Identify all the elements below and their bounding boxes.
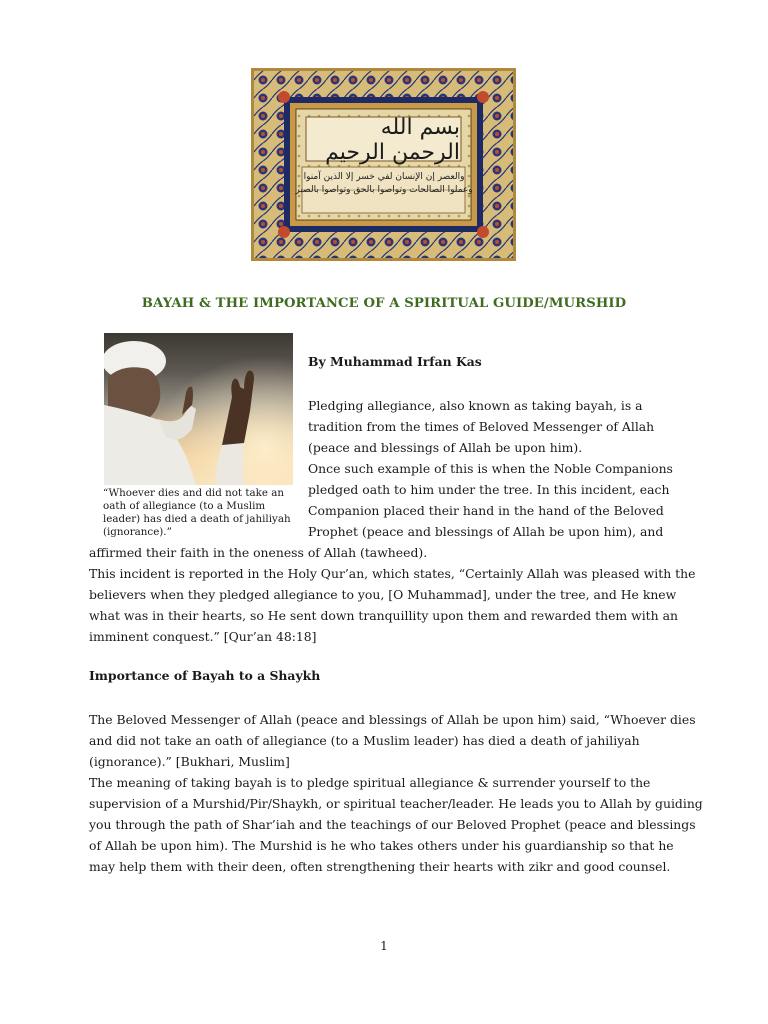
body-continuation [89, 542, 703, 647]
section-heading: Importance of Bayah to a Shaykh [89, 668, 321, 683]
author-byline: By Muhammad Irfan Kas [308, 354, 482, 369]
intro-paragraph: Pledging allegiance, also known as taking bayah, is a tradition from the times of Beloved Messenger of Allah (peace and blessings of Allah be upon him). [308, 398, 655, 455]
hadith-paragraph: The Beloved Messenger of Allah (peace and blessings of Allah be upon him) said, “Whoever dies and did not take an oath of allegiance (to a Muslim leader) has died a death of jahiliyah (ignorance).” [Bukhari, Muslim] [89, 712, 696, 769]
section-body [89, 709, 703, 877]
intro-column [308, 395, 698, 542]
document-title: BAYAH & THE IMPORTANCE OF A SPIRITUAL GUIDE/MURSHID [141, 296, 627, 311]
page-number: 1 [380, 939, 388, 953]
prayer-photo [104, 333, 293, 485]
photo-caption: “Whoever dies and did not take an oath of allegiance (to a Muslim leader) has died a death of jahiliyah (ignorance).” [103, 487, 291, 538]
tawheed-line: affirmed their faith in the oneness of Allah (tawheed). [89, 545, 428, 560]
companions-paragraph: Once such example of this is when the Noble Companions pledged oath to him under the tree. In this incident, each Companion placed their hand in the hand of the Beloved Prophet (peace and blessings of Allah be upon him), and [308, 461, 673, 539]
quran-paragraph: This incident is reported in the Holy Qur’an, which states, “Certainly Allah was pleased with the believers when they pledged allegiance to you, [O Muhammad], under the tree, and He knew what was in their hearts, so He sent down tranquillity upon them and rewarded them with an imminent conquest.” [Qur’an 48:18] [89, 566, 696, 644]
praying-man-silhouette [104, 333, 293, 485]
calligraphy-sub-text: والعصر إن الإنسان لفي خسر إلا الذين آمنوا وعملوا الصالحات وتواصوا بالحق وتواصوا بالصبر [295, 172, 473, 195]
calligraphy-main-text: بسم الله الرحمن الرحيم [325, 115, 460, 165]
murshid-paragraph: The meaning of taking bayah is to pledge spiritual allegiance & surrender yourself to the supervision of a Murshid/Pir/Shaykh, or spiritual teacher/leader. He leads you to Allah by guiding you through the path of Shar’iah and the teachings of our Beloved Prophet (peace and blessings of Allah be upon him). The Murshid is he who takes others under his guardianship so that he may help them with their deen, often strengthening their hearts with zikr and good counsel. [89, 775, 703, 874]
calligraphy-image [251, 68, 516, 261]
